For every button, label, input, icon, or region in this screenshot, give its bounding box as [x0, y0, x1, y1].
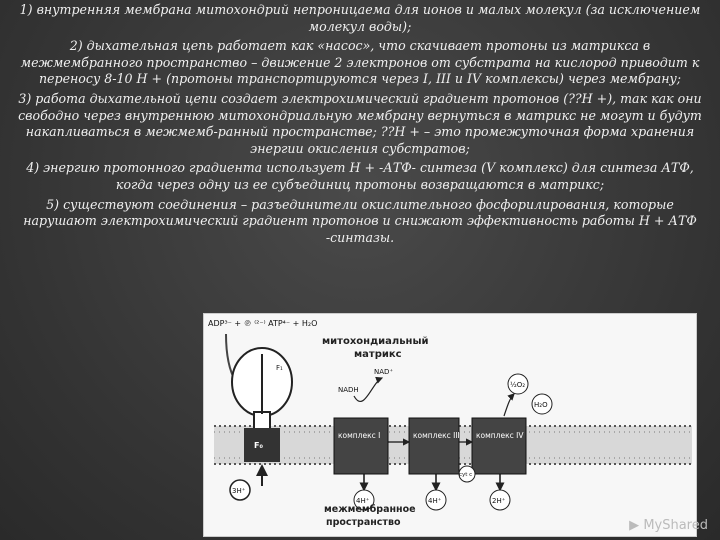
space-label-1: межмембранное [324, 504, 416, 515]
text-block [8, 2, 712, 249]
complex-3 [409, 418, 460, 474]
mitochondria-diagram [203, 313, 697, 537]
proton-2: 2H⁺ [492, 497, 506, 505]
proton-4b: 4H⁺ [428, 497, 442, 505]
top-reaction: ADP³⁻ + ℗ ⁽²⁻⁾ ATP⁴⁻ + H₂O [208, 319, 318, 328]
complex-1 [334, 418, 388, 474]
complex-4-label: комплекс IV [476, 431, 524, 440]
nadh-label: NADH [338, 386, 359, 394]
proton-3: 3H⁺ [232, 487, 246, 495]
oxygen-label: ½O₂ [510, 381, 526, 389]
watermark [629, 518, 708, 533]
atp-synthase [226, 334, 292, 500]
cytc-label: cyt c [459, 472, 473, 478]
space-label-2: пространство [326, 517, 401, 528]
paragraph-3: 3) работа дыхательной цепи создает электрохимический градиент протонов (??Н +), так как они свободно через внутреннюю митохондриальную мембрану вернуться в матрикс не могут и будут накапливаться в межмемб-ранный пространстве; ??Н + – это промежуточная форма хранения энергии окисления субстратов; [18, 90, 702, 156]
diagram-svg [204, 314, 696, 536]
paragraph-4: 4) энергию протонного градиента использует Н + -АТФ- синтеза (V комплекс) для синтеза АТФ, когда через одну из ее субъединиц протоны возвращаются в матрикс; [26, 160, 694, 192]
complex-4 [472, 418, 526, 474]
matrix-label-2: матрикс [354, 349, 402, 360]
paragraph-2: 2) дыхательная цепь работает как «насос», что скачивает протоны из матрикса в межмембранного пространство – движение 2 электронов от субстрата на кислород приводит к переносу 8-10 Н + (протоны транспортируются через I, III и IV комплексы) через мембрану; [20, 38, 700, 87]
proton-4a: 4H⁺ [356, 497, 370, 505]
nad-label: NAD⁺ [374, 368, 394, 376]
water-label: H₂O [534, 401, 548, 409]
f1-label: F₁ [276, 364, 283, 372]
paragraph-5: 5) существуют соединения – разъединители окислительного фосфорилирования, которые нарушают электрохимический градиент протонов и снижают эффективность работы Н + АТФ -синтазы. [23, 196, 697, 245]
complex-1-label: комплекс I [338, 431, 381, 440]
paragraph-1: 1) внутренняя мембрана митохондрий непроницаема для ионов и малых молекул (за исключением молекул воды); [19, 2, 701, 34]
complex-3-label: комплекс III [413, 431, 460, 440]
watermark-logo-icon: ▶ [629, 518, 644, 533]
watermark-text: MyShared [643, 518, 708, 533]
matrix-label-1: митохондиальный [322, 336, 429, 347]
f0-label: F₀ [254, 441, 263, 450]
